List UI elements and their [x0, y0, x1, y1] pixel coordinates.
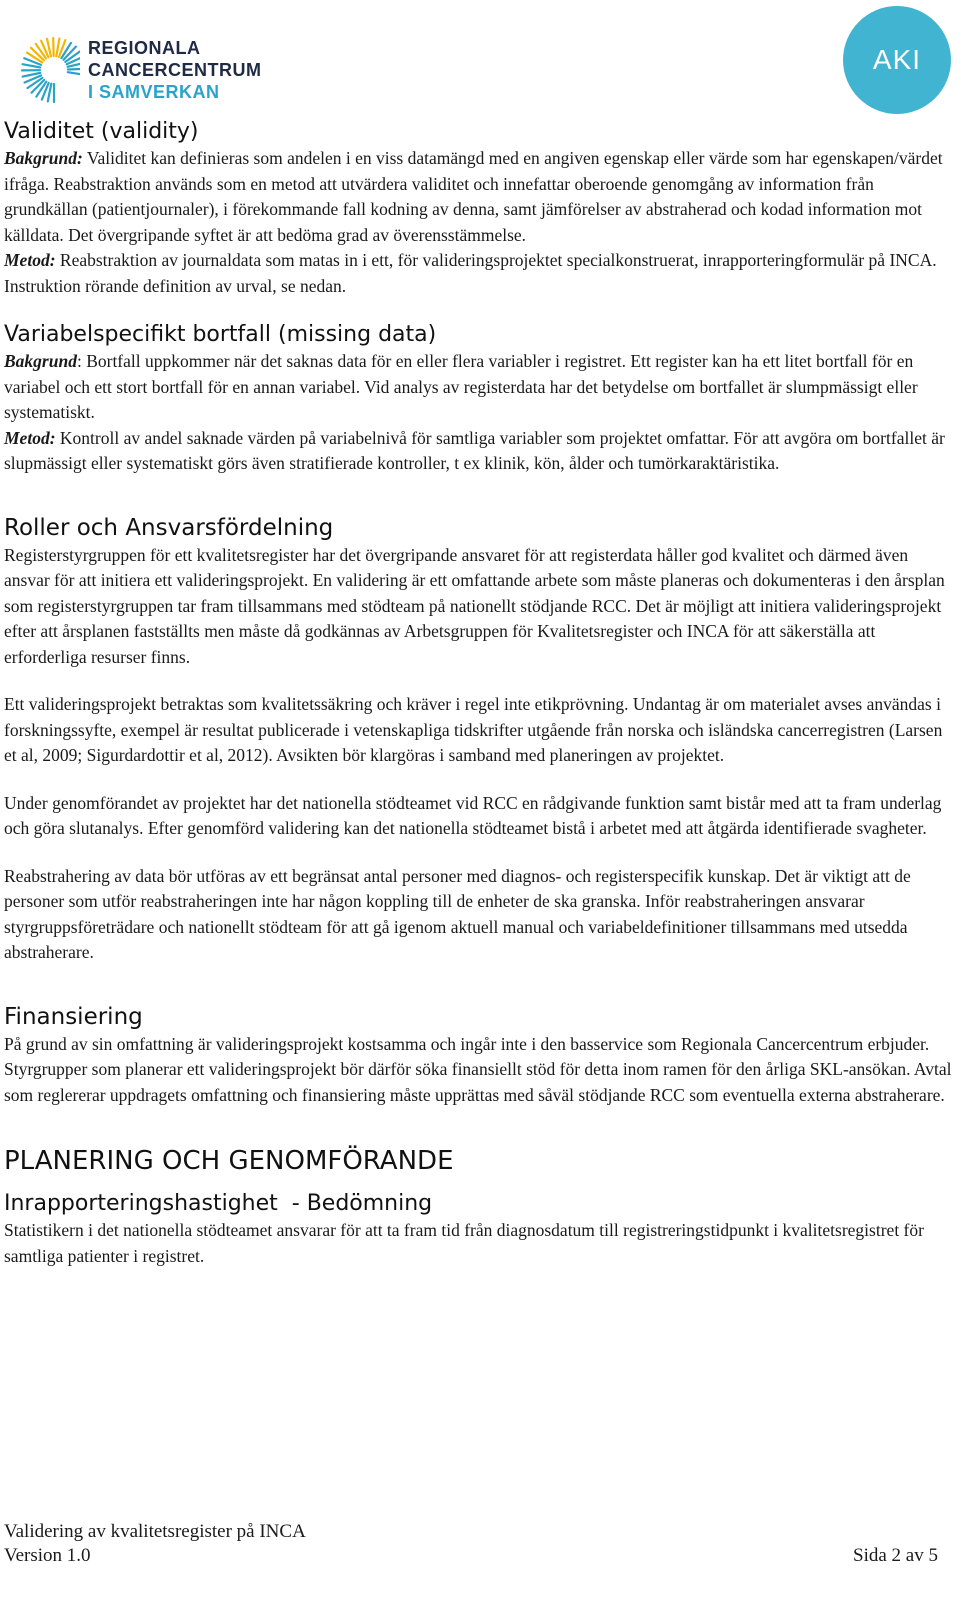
planering-paragraph: Statistikern i det nationella stödteamet ansvarar för att ta fram tid från diagnosdatum till registreringstidpunkt i kvalitetsregistret för samtliga patienter i registret. — [4, 1220, 924, 1266]
validitet-bakgrund — [4, 146, 956, 248]
heading-validitet: Validitet (validity) — [4, 119, 199, 144]
validitet-metod — [4, 248, 956, 299]
sunburst-logo-icon — [14, 34, 80, 106]
bakgrund-text: Validitet kan definieras som andelen i en viss datamängd med en angiven egenskap eller värde som har egenskapen/värdet ifråga. Reabstraktion används som en metod att utvärdera validitet och innefattar oberoende genomgång av information från grundkällan (patientjournaler), i förekommande fall kodning av denna, samt jämförelser av abstraherad och kodad information mot källdata. Det övergripande syftet är att bedöma grad av överensstämmelse. — [4, 148, 943, 245]
logo-line-3: I SAMVERKAN — [88, 82, 220, 102]
roller-paragraph-3: Under genomförandet av projektet har det nationella stödteamet vid RCC en rådgivande funktion samt bistår med att ta fram underlag och göra slutanalys. Efter genomförd validering kan det nationella stödteamet bistå i arbetet med att åtgärda identifierade svagheter. — [4, 792, 942, 838]
metod-text: Reabstraktion av journaldata som matas in i ett, för valideringsprojektet specialkonstruerat, inrapporteringformulär på INCA. Instruktion rörande definition av urval, se nedan. — [4, 250, 937, 296]
heading-inrapporteringshastighet: Inrapporteringshastighet - Bedömning — [4, 1191, 433, 1216]
metod-label: Metod: — [4, 427, 56, 448]
page-number: Sida 2 av 5 — [853, 1545, 938, 1566]
page-footer — [4, 1520, 938, 1568]
heading-planering: PLANERING OCH GENOMFÖRANDE — [4, 1146, 454, 1176]
footer-title: Validering av kvalitetsregister på INCA — [4, 1521, 306, 1542]
rcc-logo — [14, 34, 262, 106]
finansiering-paragraph: På grund av sin omfattning är valideringsprojekt kostsamma och ingår inte i den basservice som Regionala Cancercentrum erbjuder. Styrgrupper som planerar ett valideringsprojekt bör därför söka finansiellt stöd för detta inom ramen för den årliga SKL-ansökan. Avtal som reglererar uppdragets omfattning och finansiering måste upprättas med såväl stödjande RCC som eventuella externa abstraherare. — [4, 1033, 952, 1105]
bortfall-metod — [4, 426, 956, 477]
sunburst-ray — [68, 72, 80, 75]
roller-paragraph-1: Registerstyrgruppen för ett kvalitetsregister har det övergripande ansvaret för att registerdata håller god kvalitet och därmed även ansvar för att initiera ett valideringsprojekt. En validering är ett omfattande arbete som måste planeras och dokumenteras i den årsplan som registerstyrgruppen tar fram tillsammans med stödteam på nationellt stödjande RCC. Det är möjligt att initiera valideringsprojekt efter att årsplanen fastställts men måste då godkännas av Arbetsgruppen för Kvalitetsregister och INCA för att säkerställa att erforderliga resurser finns. — [4, 544, 945, 667]
sunburst-ray — [56, 38, 59, 56]
logo-line-1: REGIONALA — [88, 38, 201, 58]
aki-badge: AKI — [843, 6, 951, 114]
logo-wordmark — [88, 37, 262, 103]
metod-label: Metod: — [4, 250, 56, 270]
sunburst-ray — [68, 69, 80, 70]
bakgrund-label: Bakgrund — [4, 351, 77, 371]
document-body — [4, 118, 956, 1269]
bortfall-bakgrund — [4, 349, 956, 426]
heading-bortfall: Variabelspecifikt bortfall (missing data) — [4, 322, 437, 347]
bakgrund-label: Bakgrund: — [4, 148, 83, 168]
roller-paragraph-2: Ett valideringsprojekt betraktas som kvalitetssäkring och kräver i regel inte etikprövning. Undantag är om materialet avses användas i forskningssyfte, exempel är resultat publicerade i vetenskapliga tidskrifter utgående från norska och isländska cancerregistren (Larsen et al, 2009; Sigurdardottir et al, 2012). Avsikten bör klargöras i samband med planeringen av projektet. — [4, 694, 943, 765]
bakgrund-text: : Bortfall uppkommer när det saknas data för en eller flera variabler i registret. Ett register kan ha ett litet bortfall för en variabel och ett stort bortfall för en annan variabel. Vid analys av registerdata har det betydelse om bortfallet är slumpmässigt eller systematiskt. — [4, 351, 918, 422]
heading-finansiering: Finansiering — [4, 1003, 143, 1030]
logo-line-2: CANCERCENTRUM — [88, 60, 262, 80]
page-header — [0, 0, 960, 120]
metod-text: Kontroll av andel saknade värden på variabelnivå för samtliga variabler som projektet omfattar. För att avgöra om bortfallet är slupmässigt eller systematiskt görs även stratifierade kontroller, t ex klinik, kön, ålder och tumörkaraktäristika. — [4, 427, 945, 473]
roller-paragraph-4: Reabstrahering av data bör utföras av ett begränsat antal personer med diagnos- och registerspecifik kunskap. Det är viktigt att de personer som utför reabstraheringen inte har någon koppling till de enheter de ska granska. Inför reabstraheringen ansvarar styrgruppsföreträdare och nationellt stödteam för att gå igenom aktuell manual och variabeldefinitioner tillsammans med utsedda abstraherare. — [4, 865, 911, 962]
heading-roller: Roller och Ansvarsfördelning — [4, 514, 334, 541]
sunburst-ray — [23, 64, 41, 67]
footer-version: Version 1.0 — [4, 1545, 91, 1566]
